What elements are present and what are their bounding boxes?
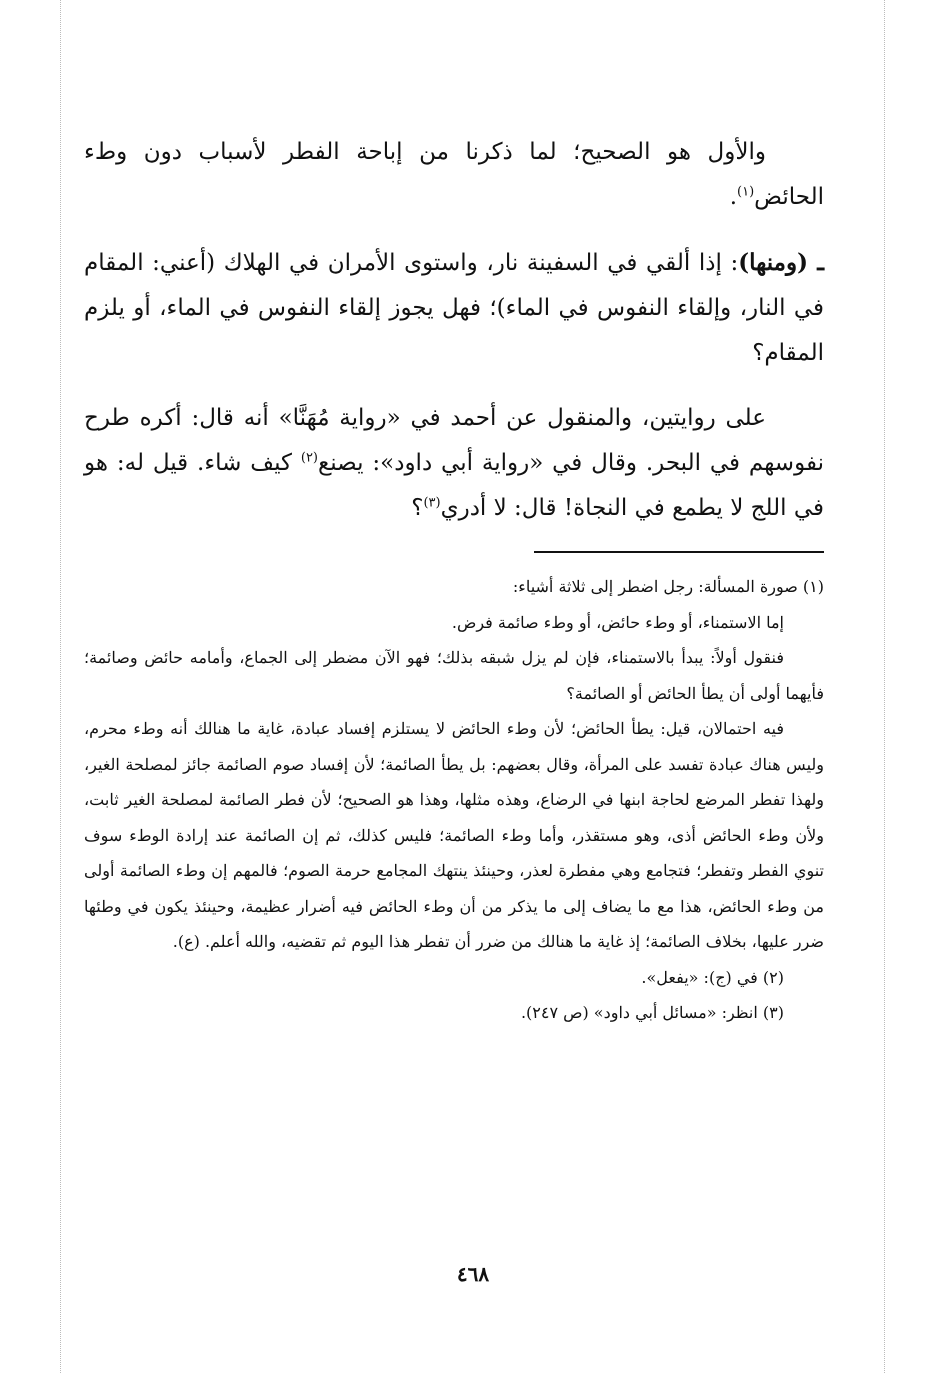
footnote-ref-2[interactable]: (٢) [300, 450, 318, 466]
paragraph-1-end: . [729, 184, 738, 210]
footnote-3: (٣) انظر: «مسائل أبي داود» (ص ٢٤٧). [520, 1003, 784, 1022]
paragraph-1 [84, 130, 824, 220]
page-number: ٤٦٨ [456, 1262, 490, 1286]
paragraph-3-part-b: كيف شاء. قيل له: هو في اللج لا يطمع في النجاة! قال: لا أدري [84, 450, 824, 521]
paragraph-3-end: ؟ [411, 495, 424, 521]
paragraph-2-lead: ـ (ومنها) [738, 249, 824, 276]
footnote-1-line-2: إما الاستمناء، أو وطء حائض، أو وطء صائمة فرض. [451, 612, 784, 632]
paragraph-2 [84, 240, 824, 376]
footnote-1-line-1: (١) صورة المسألة: رجل اضطر إلى ثلاثة أشياء: [512, 577, 824, 596]
paragraph-3 [84, 396, 824, 531]
footnote-separator [534, 551, 824, 553]
footnote-1-paragraph-3: فيه احتمالان، قيل: يطأ الحائض؛ لأن وطء الحائض لا يستلزم إفساد عبادة، غاية ما هنالك أنه وطء محرم، وليس هناك عبادة تفسد على المرأة، وقال بعضهم: بل يطأ الصائمة؛ لأن إفساد صوم الصائمة جائز لمصلحة الغير، ولهذا تفطر المرضع لحاجة ابنها في الرضاع، وهذه مثلها، وهذا هو الصحيح؛ لأن فطر الصائمة لمصلحة الغير ثابت، ولأن وطء الحائض أذى، وهو مستقذر، وأما وطء الصائمة؛ فليس كذلك، ثم إن الصائمة عند إرادة الوطء سوف تنوي الفطر وتفطر؛ فتجامع وهي مفطرة لعذر، وحينئذ ينتهك المجامع حرمة الصوم؛ فالمهم إن وطء الصائمة أولى من وطء الحائض، هذا مع ما يضاف إلى ما يذكر من أن وطء الحائض فيه أضرار عظيمة، وحينئذ يكون في وطئها ضرر عليها، بخلاف الصائمة؛ إذ غاية ما هنالك من ضرر أن تفطر هذا اليوم ثم تقضيه، والله أعلم. (ع). [84, 719, 825, 951]
paragraph-1-text: والأول هو الصحيح؛ لما ذكرنا من إباحة الفطر لأسباب دون وطء الحائض [84, 139, 824, 210]
footnote-1-paragraph-2: فنقول أولاً: يبدأ بالاستمناء، فإن لم يزل شبقه بذلك؛ فهو الآن مضطر إلى الجماع، وأمامه حائض وصائمة؛ فأيهما أولى أن يطأ الحائض أو الصائمة؟ [84, 648, 824, 703]
main-text [84, 130, 824, 531]
footnotes [84, 569, 824, 1031]
footnote-ref-3[interactable]: (٣) [423, 495, 441, 511]
book-page [84, 130, 824, 1031]
footnote-ref-1[interactable]: (١) [737, 184, 755, 200]
paragraph-3-part-a: على روايتين، والمنقول عن أحمد في «رواية مُهَنَّا» أنه قال: أكره طرح نفوسهم في البحر. وقال في «رواية أبي داود»: يصنع [84, 405, 824, 476]
right-dotted-margin [884, 0, 885, 1373]
left-dotted-margin [60, 0, 61, 1373]
footnote-2: (٢) في (ج): «يفعل». [641, 967, 784, 987]
paragraph-2-text: : إذا ألقي في السفينة نار، واستوى الأمران في الهلاك (أعني: المقام في النار، وإلقاء النفوس في الماء)؛ فهل يجوز إلقاء النفوس في الماء، أو يلزم المقام؟ [84, 250, 824, 366]
